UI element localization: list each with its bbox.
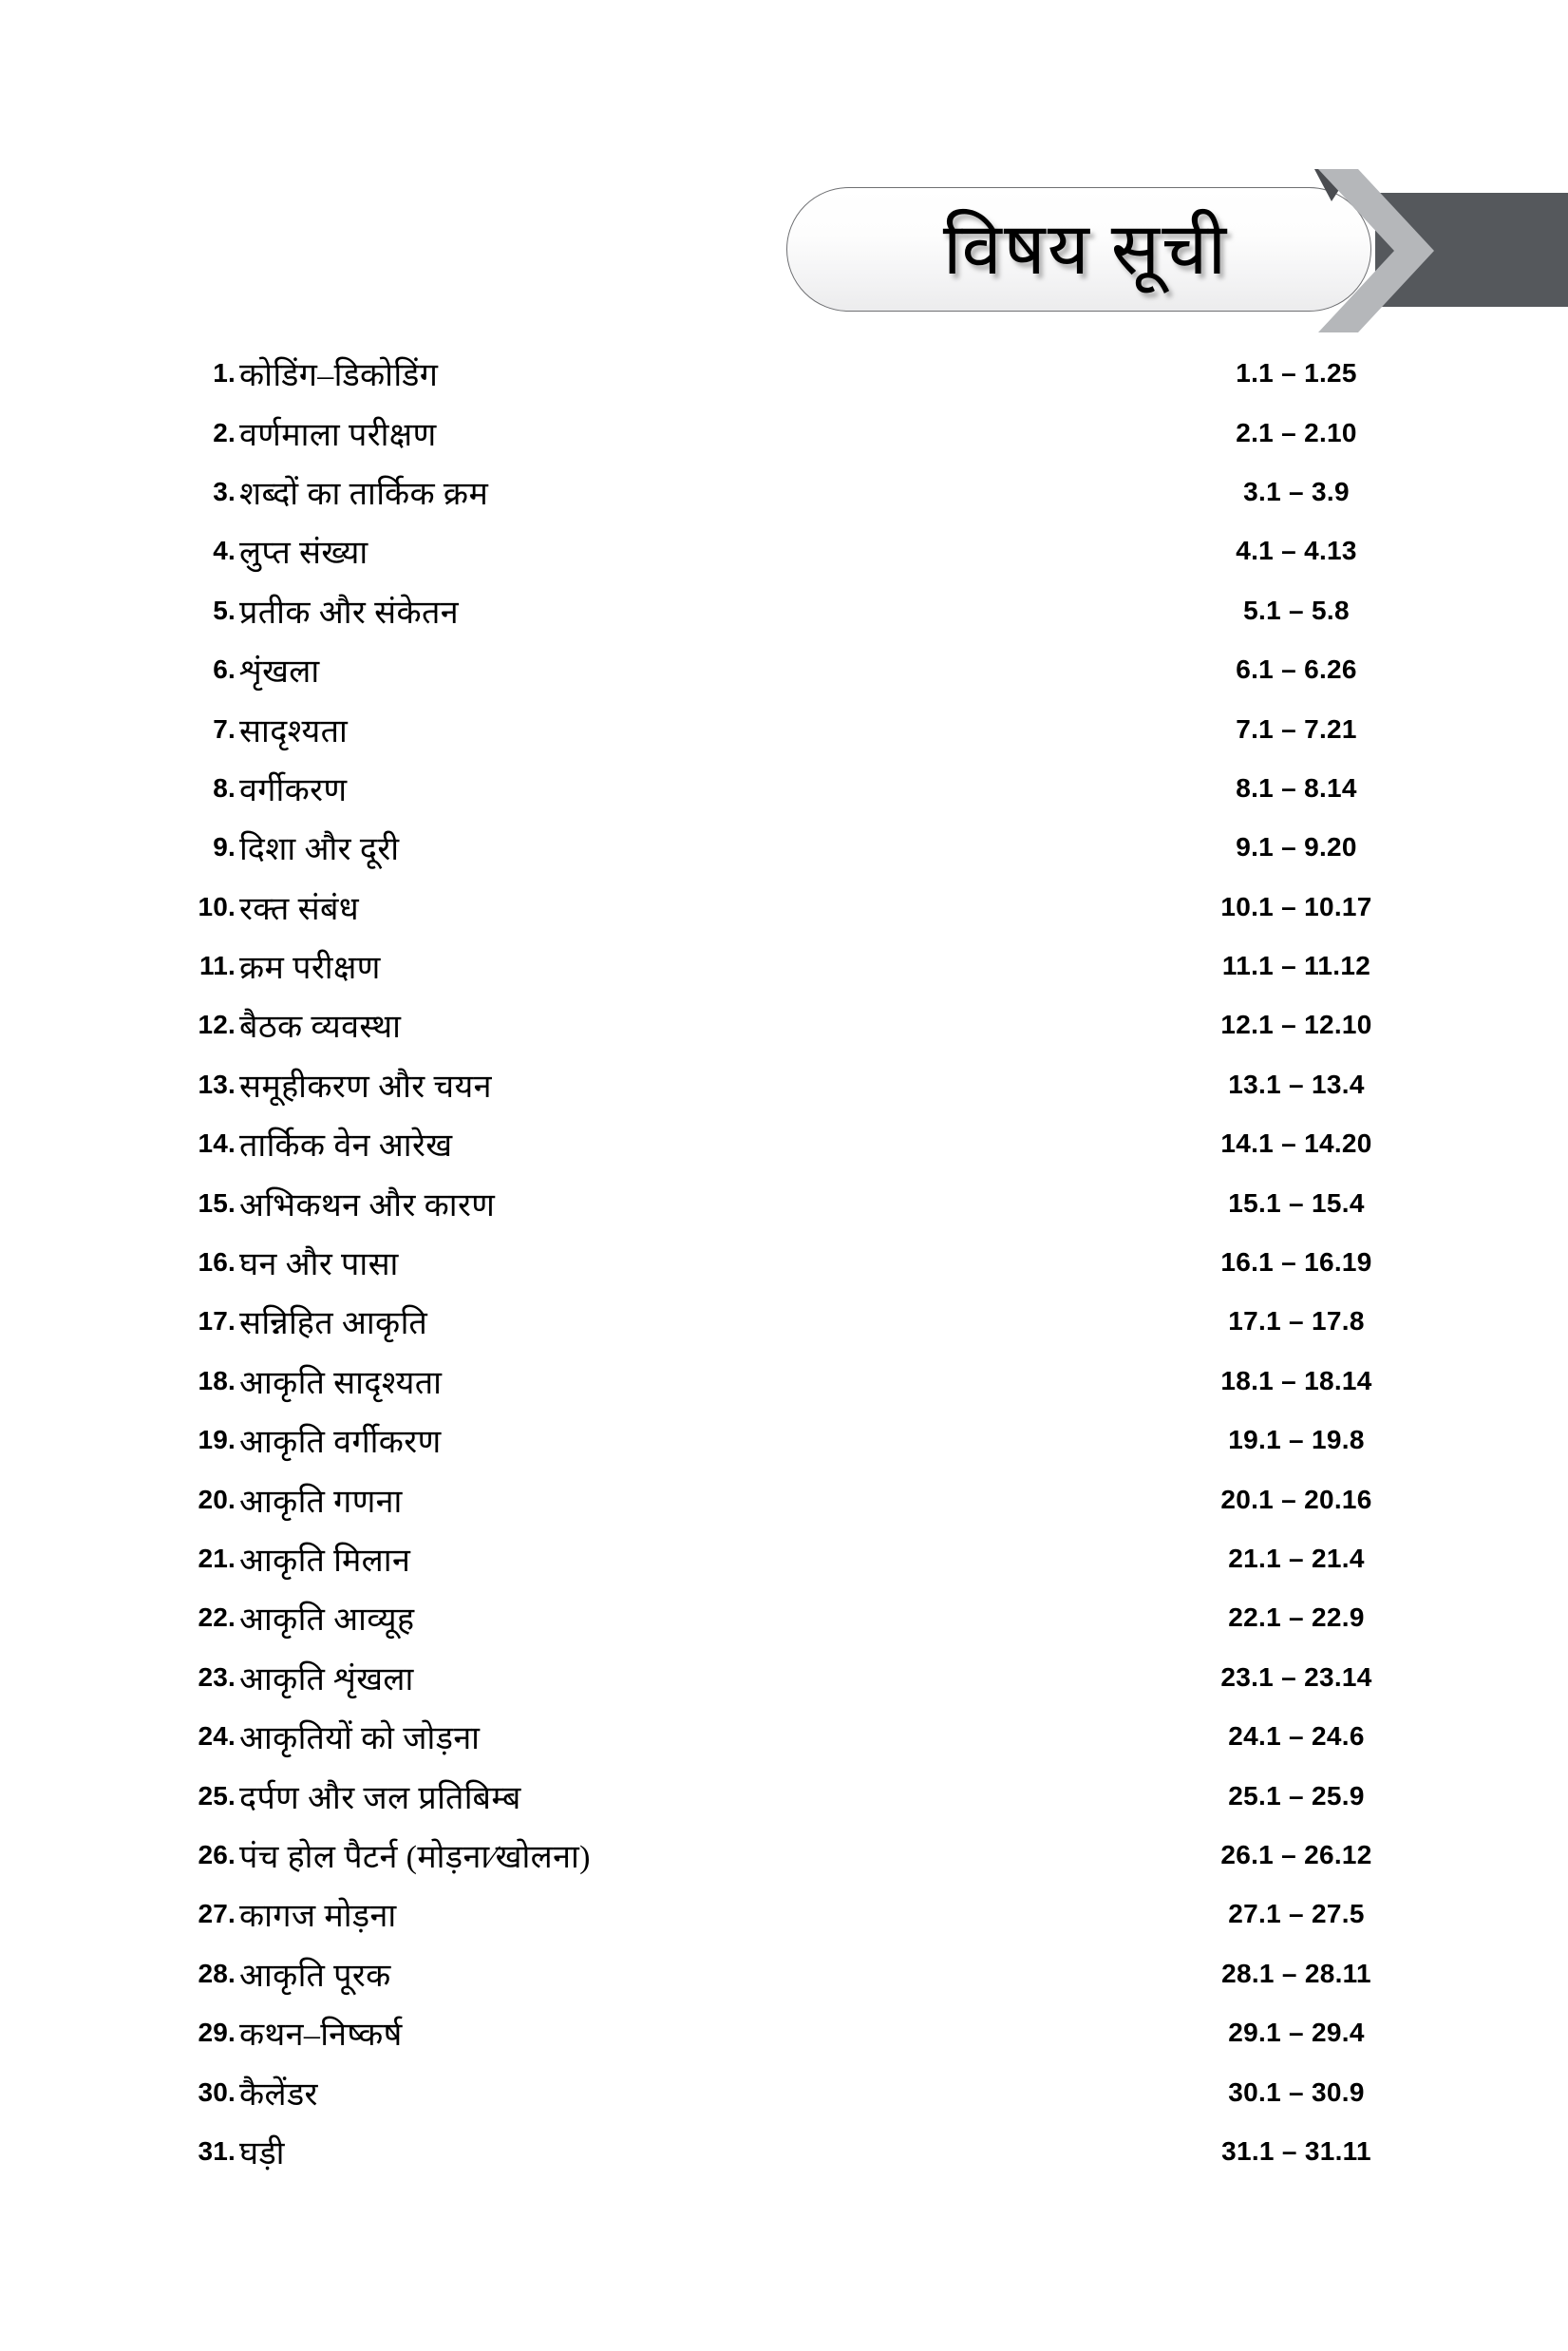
toc-entry-number: 12. xyxy=(198,1010,236,1040)
toc-entry-title: वर्गीकरण xyxy=(239,772,348,808)
toc-entry-number: 31. xyxy=(198,2135,236,2166)
toc-entry[interactable] xyxy=(0,1826,1568,1885)
toc-entry-page-range: 17.1 – 17.8 xyxy=(1228,1306,1365,1337)
toc-entry[interactable] xyxy=(0,1055,1568,1114)
toc-entry-page-range: 20.1 – 20.16 xyxy=(1220,1484,1372,1514)
toc-entry[interactable] xyxy=(0,1944,1568,2003)
toc-entry[interactable] xyxy=(0,878,1568,937)
toc-entry[interactable] xyxy=(0,1469,1568,1528)
toc-entry-page-range: 19.1 – 19.8 xyxy=(1228,1425,1365,1455)
toc-entry-number: 17. xyxy=(198,1306,236,1337)
toc-entry-number: 15. xyxy=(198,1187,236,1218)
toc-entry-title: आकृति सादृश्यता xyxy=(239,1365,443,1401)
toc-entry[interactable] xyxy=(0,1292,1568,1351)
toc-entry[interactable] xyxy=(0,521,1568,580)
toc-entry-title: लुप्त संख्या xyxy=(239,536,368,572)
toc-entry-number: 25. xyxy=(198,1780,236,1811)
toc-entry[interactable] xyxy=(0,1766,1568,1825)
toc-entry-page-range: 15.1 – 15.4 xyxy=(1228,1187,1365,1218)
toc-entry[interactable] xyxy=(0,1411,1568,1469)
toc-entry-page-range: 18.1 – 18.14 xyxy=(1220,1365,1372,1395)
toc-entry-number: 23. xyxy=(198,1661,236,1692)
toc-entry-title: दर्पण और जल प्रतिबिम्ब xyxy=(239,1780,521,1816)
toc-entry-title: आकृति आव्यूह xyxy=(239,1602,415,1639)
toc-entry-page-range: 6.1 – 6.26 xyxy=(1236,654,1357,685)
toc-entry[interactable] xyxy=(0,1352,1568,1411)
toc-entry-page-range: 7.1 – 7.21 xyxy=(1236,713,1357,744)
toc-entry-number: 24. xyxy=(198,1721,236,1752)
page-header-banner xyxy=(0,0,1568,342)
toc-entry-page-range: 11.1 – 11.12 xyxy=(1221,951,1371,981)
toc-entry-title: शब्दों का तार्किक क्रम xyxy=(239,476,489,512)
toc-entry-number: 6. xyxy=(213,654,236,685)
toc-entry-number: 22. xyxy=(198,1602,236,1633)
toc-entry-title: आकृति मिलान xyxy=(239,1544,411,1579)
toc-entry-page-range: 25.1 – 25.9 xyxy=(1228,1780,1365,1811)
toc-entry[interactable] xyxy=(0,463,1568,521)
toc-entry-number: 18. xyxy=(198,1365,236,1395)
toc-entry-page-range: 9.1 – 9.20 xyxy=(1236,832,1357,863)
toc-entry-page-range: 10.1 – 10.17 xyxy=(1220,891,1372,921)
toc-entry[interactable] xyxy=(0,1529,1568,1588)
toc-entry-title: वर्णमाला परीक्षण xyxy=(239,417,437,453)
toc-entry-title: कोडिंग–डिकोडिंग xyxy=(239,358,439,394)
toc-entry-number: 13. xyxy=(198,1069,236,1099)
toc-entry[interactable] xyxy=(0,640,1568,699)
toc-entry-number: 28. xyxy=(198,1958,236,1988)
toc-entry-page-range: 3.1 – 3.9 xyxy=(1243,476,1350,506)
toc-entry[interactable] xyxy=(0,759,1568,818)
toc-entry[interactable] xyxy=(0,1707,1568,1766)
toc-entry[interactable] xyxy=(0,937,1568,995)
toc-entry-page-range: 1.1 – 1.25 xyxy=(1236,358,1357,389)
toc-entry[interactable] xyxy=(0,818,1568,877)
toc-entry-page-range: 31.1 – 31.11 xyxy=(1221,2135,1371,2166)
toc-entry[interactable] xyxy=(0,995,1568,1054)
toc-entry-title: सन्निहित आकृति xyxy=(239,1306,428,1342)
toc-entry-page-range: 16.1 – 16.19 xyxy=(1220,1247,1372,1278)
toc-entry-number: 14. xyxy=(198,1128,236,1159)
toc-entry-number: 21. xyxy=(198,1544,236,1573)
toc-entry-number: 10. xyxy=(198,891,236,921)
toc-entry-page-range: 12.1 – 12.10 xyxy=(1220,1010,1372,1040)
toc-entry-page-range: 22.1 – 22.9 xyxy=(1228,1602,1365,1633)
toc-entry-number: 9. xyxy=(213,832,236,863)
toc-entry-number: 19. xyxy=(198,1425,236,1455)
toc-entry[interactable] xyxy=(0,699,1568,758)
toc-entry-page-range: 8.1 – 8.14 xyxy=(1236,772,1357,803)
toc-entry[interactable] xyxy=(0,2122,1568,2181)
toc-entry-title: घड़ी xyxy=(239,2135,285,2171)
table-of-contents xyxy=(0,344,1568,2181)
toc-entry[interactable] xyxy=(0,344,1568,403)
toc-entry-number: 11. xyxy=(199,951,236,981)
toc-entry-title: कथन–निष्कर्ष xyxy=(239,2018,403,2054)
toc-entry-number: 3. xyxy=(213,476,236,506)
toc-entry-page-range: 28.1 – 28.11 xyxy=(1221,1958,1371,1988)
toc-entry-title: आकृतियों को जोड़ना xyxy=(239,1721,481,1757)
toc-entry-title: आकृति वर्गीकरण xyxy=(239,1425,442,1461)
toc-entry-page-range: 5.1 – 5.8 xyxy=(1243,595,1350,625)
toc-entry[interactable] xyxy=(0,2062,1568,2121)
toc-entry-number: 2. xyxy=(213,417,236,447)
toc-entry-title: अभिकथन और कारण xyxy=(239,1187,496,1223)
toc-entry-title: समूहीकरण और चयन xyxy=(239,1069,492,1105)
toc-entry-title: तार्किक वेन आरेख xyxy=(239,1128,453,1165)
toc-entry-page-range: 13.1 – 13.4 xyxy=(1228,1069,1365,1099)
toc-entry-number: 16. xyxy=(198,1247,236,1278)
toc-entry[interactable] xyxy=(0,1233,1568,1292)
toc-entry-title: क्रम परीक्षण xyxy=(239,951,381,987)
toc-entry-number: 7. xyxy=(213,713,236,744)
toc-entry-title: सादृश्यता xyxy=(239,713,349,749)
page-title: विषय सूची xyxy=(942,209,1229,290)
toc-entry-page-range: 24.1 – 24.6 xyxy=(1228,1721,1365,1752)
toc-entry-number: 30. xyxy=(198,2076,236,2107)
toc-entry[interactable] xyxy=(0,2003,1568,2062)
toc-entry-title: पंच होल पैटर्न (मोड़ना∕खोलना) xyxy=(239,1839,591,1875)
toc-entry-title: बैठक व्यवस्था xyxy=(239,1010,402,1046)
toc-entry[interactable] xyxy=(0,1885,1568,1943)
toc-entry-number: 27. xyxy=(198,1899,236,1929)
toc-entry-page-range: 4.1 – 4.13 xyxy=(1236,536,1357,566)
toc-entry-title: शृंखला xyxy=(239,654,320,691)
toc-entry[interactable] xyxy=(0,1648,1568,1707)
toc-entry-page-range: 23.1 – 23.14 xyxy=(1220,1661,1372,1692)
toc-entry[interactable] xyxy=(0,403,1568,462)
toc-entry-title: कागज मोड़ना xyxy=(239,1899,397,1935)
toc-entry[interactable] xyxy=(0,1588,1568,1647)
toc-entry-page-range: 27.1 – 27.5 xyxy=(1228,1899,1365,1929)
toc-entry-number: 8. xyxy=(213,772,236,803)
toc-entry-page-range: 29.1 – 29.4 xyxy=(1228,2018,1365,2048)
toc-entry-title: आकृति गणना xyxy=(239,1484,403,1520)
toc-entry-title: प्रतीक और संकेतन xyxy=(239,595,460,631)
toc-entry-page-range: 26.1 – 26.12 xyxy=(1220,1839,1372,1869)
toc-entry-number: 5. xyxy=(213,595,236,625)
toc-entry-page-range: 14.1 – 14.20 xyxy=(1220,1128,1372,1159)
toc-entry-page-range: 2.1 – 2.10 xyxy=(1236,417,1357,447)
toc-entry-number: 1. xyxy=(213,358,236,389)
toc-entry-number: 4. xyxy=(213,536,236,566)
toc-entry-number: 29. xyxy=(198,2018,236,2048)
toc-entry-page-range: 30.1 – 30.9 xyxy=(1228,2076,1365,2107)
toc-entry[interactable] xyxy=(0,1173,1568,1232)
toc-entry-title: कैलेंडर xyxy=(239,2076,318,2113)
toc-entry-number: 20. xyxy=(198,1484,236,1514)
toc-entry[interactable] xyxy=(0,581,1568,640)
toc-entry-title: आकृति शृंखला xyxy=(239,1661,414,1697)
toc-entry-number: 26. xyxy=(198,1839,236,1869)
toc-entry[interactable] xyxy=(0,1114,1568,1173)
toc-entry-title: दिशा और दूरी xyxy=(239,832,400,868)
toc-entry-title: आकृति पूरक xyxy=(239,1958,391,1994)
toc-entry-page-range: 21.1 – 21.4 xyxy=(1228,1544,1365,1573)
toc-entry-title: रक्त संबंध xyxy=(239,891,360,927)
toc-entry-title: घन और पासा xyxy=(239,1247,399,1283)
